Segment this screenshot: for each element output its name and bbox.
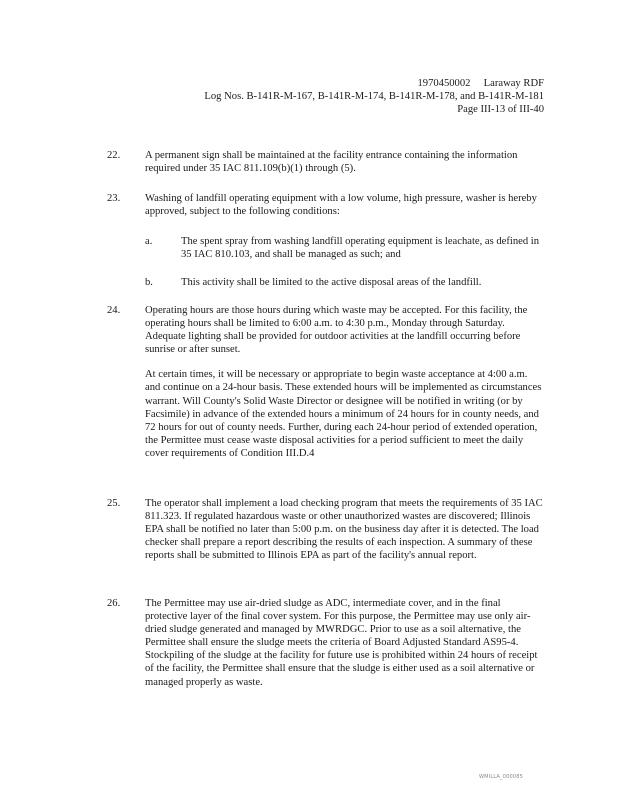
condition-number: 25. bbox=[107, 498, 121, 509]
subcondition-letter: b. bbox=[145, 277, 153, 288]
condition-text bbox=[145, 597, 545, 689]
condition-number: 24. bbox=[107, 305, 121, 316]
condition-paragraph: A permanent sign shall be maintained at the facility entrance containing the information required under 35 IAC 811.109(b)(1) through (5). bbox=[145, 150, 518, 175]
condition-paragraph-extended-hours: At certain times, it will be necessary or appropriate to begin waste acceptance at 4:00 a.m. and continue on a 24-hour basis. These extended hours will be implemented as circumstances warrant. Will County's Solid Waste Director or designee will be notified in writing (or by Facsimile) in advance of the extended hours a minimum of 24 hours for in county needs, and 72 hours for out of county needs. Further, during each 24-hour period of extended operation, the Permittee must cease waste disposal activities for a period sufficient to meet the daily cover requirements of Condition III.D.4 bbox=[145, 369, 542, 459]
condition-paragraph: Operating hours are those hours during which waste may be accepted. For this facility, the operating hours shall be limited to 6:00 a.m. to 4:30 p.m., Monday through Saturday. Adequate lighting shall be provided for outdoor activities at the landfill occurring before sunrise or after sunset. bbox=[145, 305, 528, 356]
condition-paragraph: The operator shall implement a load checking program that meets the requirements of 35 IAC 811.323. If regulated hazardous waste or other unauthorized wastes are discovered; Illinois EPA shall be notified no later than 5:00 p.m. on the business day after it is detected. The load checker shall prepare a report describing the results of each inspection. A summary of these reports shall be submitted to Illinois EPA as part of the facility's annual report. bbox=[145, 498, 543, 562]
condition-text bbox=[145, 497, 545, 562]
condition-number: 22. bbox=[107, 150, 121, 161]
subcondition-text: This activity shall be limited to the active disposal areas of the landfill. bbox=[181, 277, 482, 288]
condition-text bbox=[145, 304, 545, 460]
condition-text bbox=[145, 149, 545, 175]
subcondition-text: The spent spray from washing landfill operating equipment is leachate, as defined in 35 IAC 810.103, and shall be managed as such; and bbox=[181, 236, 540, 261]
header-facility-line: 1970450002 Laraway RDF bbox=[417, 78, 544, 89]
subcondition-letter: a. bbox=[145, 236, 153, 247]
bates-stamp: WMILLA_000085 bbox=[479, 774, 524, 780]
page-header bbox=[204, 77, 544, 116]
condition-number: 26. bbox=[107, 598, 121, 609]
header-page-number: Page III-13 of III-40 bbox=[457, 104, 544, 116]
condition-number: 23. bbox=[107, 193, 121, 204]
condition-text bbox=[145, 192, 545, 218]
condition-paragraph: The Permittee may use air-dried sludge as ADC, intermediate cover, and in the final protective layer of the final cover system. For this purpose, the Permittee may use only air-dried sludge generated and managed by MWRDGC. Prior to use as a soil alternative, the Permittee shall ensure the sludge meets the criteria of Board Adjusted Standard AS95-4. Stockpiling of the sludge at the facility for future use is prohibited within 24 hours of receipt of the facility, the Permittee shall ensure that the sludge is either used as a soil alternative or managed properly as waste. bbox=[145, 598, 538, 688]
header-log-numbers: Log Nos. B-141R-M-167, B-141R-M-174, B-141R-M-178, and B-141R-M-181 bbox=[204, 91, 544, 103]
condition-paragraph: Washing of landfill operating equipment with a low volume, high pressure, washer is hereby approved, subject to the following conditions: bbox=[145, 193, 537, 218]
